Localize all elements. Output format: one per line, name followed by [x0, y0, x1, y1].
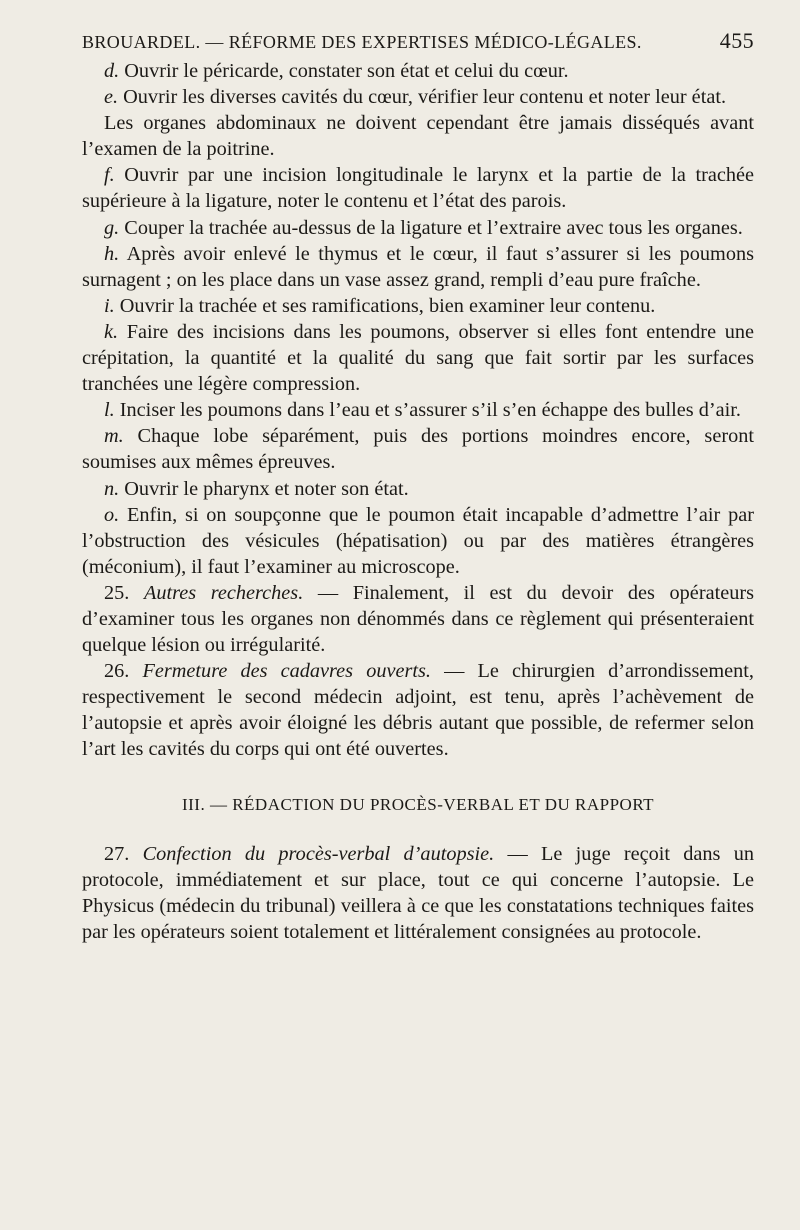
body-text: [82, 58, 754, 945]
paragraph-text: Faire des incisions dans les poumons, observer si elles font entendre une crépitation, la quantité et la qualité du sang que fait sortir par les surfaces tranchées une légère compression.: [82, 320, 754, 396]
running-head: [82, 28, 754, 58]
article-number: 25.: [104, 581, 144, 604]
paragraph-text: Après avoir enlevé le thymus et le cœur, il faut s’assurer si les poumons surnagent ; on les place dans un vase assez grand, rempli d’eau pure fraîche.: [82, 242, 754, 291]
item-label: k.: [104, 320, 119, 343]
paragraph-text: Les organes abdominaux ne doivent cependant être jamais disséqués avant l’examen de la poitrine.: [82, 112, 754, 161]
paragraph-k: [82, 319, 754, 397]
paragraph-i: [82, 293, 754, 319]
article-number: 27.: [104, 842, 143, 865]
paragraph-d: [82, 58, 754, 84]
paragraph-text: Ouvrir par une incision longitudinale le larynx et la partie de la trachée supérieure à la ligature, noter le contenu et l’état des parois.: [82, 164, 754, 213]
paragraph-26: [82, 658, 754, 762]
article-title: Confection du procès-verbal d’autopsie.: [142, 842, 495, 865]
item-label: h.: [104, 242, 120, 265]
paragraph-25: [82, 580, 754, 658]
paragraph-f: [82, 162, 754, 214]
item-label: f.: [104, 164, 115, 187]
paragraph-text: Chaque lobe séparément, puis des portions moindres encore, seront soumises aux mêmes épreuves.: [82, 425, 754, 474]
item-label: o.: [104, 503, 120, 526]
paragraph-o: [82, 502, 754, 580]
item-label: n.: [104, 477, 120, 500]
item-label: m.: [104, 425, 124, 448]
paragraph-n: [82, 476, 754, 502]
paragraph-text: — Le chirurgien d’arrondissement, respectivement le second médecin adjoint, est tenu, après l’achèvement de l’autopsie et après avoir éloigné les débris autant que possible, de refermer selon l’art les cavités du corps qui ont été ouvertes.: [82, 660, 754, 761]
paragraph-l: [82, 397, 754, 423]
paragraph-text: Ouvrir la trachée et ses ramifications, bien examiner leur contenu.: [114, 294, 656, 317]
paragraph-text: Inciser les poumons dans l’eau et s’assurer s’il s’en échappe des bulles d’air.: [114, 399, 741, 422]
paragraph-27: [82, 841, 754, 945]
paragraph-g: [82, 215, 754, 241]
item-label: e.: [104, 86, 119, 109]
article-number: 26.: [104, 660, 143, 683]
paragraph-h: [82, 241, 754, 293]
section-heading: III. — RÉDACTION DU PROCÈS-VERBAL ET DU RAPPORT: [181, 794, 655, 814]
paragraph-m: [82, 423, 754, 475]
item-label: l.: [104, 399, 115, 422]
paragraph-text: — Le juge reçoit dans un protocole, immédiatement et sur place, tout ce qui concerne l’autopsie. Le Physicus (médecin du tribunal) veillera à ce que les constatations techniques faites par les opérateurs soient totalement et littéralement consignées au protocole.: [82, 842, 754, 943]
paragraph-text: Couper la trachée au-dessus de la ligature et l’extraire avec tous les organes.: [119, 216, 743, 239]
paragraph-text: Ouvrir le péricarde, constater son état et celui du cœur.: [119, 60, 569, 82]
paragraph-abdominal-note: [82, 110, 754, 162]
item-label: d.: [104, 60, 120, 82]
running-title: BROUARDEL. — RÉFORME DES EXPERTISES MÉDICO-LÉGALES.: [82, 32, 642, 52]
article-title: Autres recherches.: [143, 581, 304, 604]
article-title: Fermeture des cadavres ouverts.: [142, 660, 431, 683]
item-label: i.: [104, 294, 115, 317]
paragraph-e: [82, 84, 754, 110]
paragraph-text: — Finalement, il est du devoir des opérateurs d’examiner tous les organes non dénommés dans ce règlement qui présenteraient quelque lésion ou irrégularité.: [82, 581, 754, 657]
page-number: 455: [719, 28, 754, 53]
paragraph-text: Ouvrir le pharynx et noter son état.: [119, 477, 409, 500]
paragraph-text: Enfin, si on soupçonne que le poumon était incapable d’admettre l’air par l’obstruction des vésicules (hépatisation) ou par des matières étrangères (méconium), il faut l’examiner au microscope.: [82, 503, 754, 578]
item-label: g.: [104, 216, 120, 239]
paragraph-text: Ouvrir les diverses cavités du cœur, vérifier leur contenu et noter leur état.: [118, 86, 727, 109]
